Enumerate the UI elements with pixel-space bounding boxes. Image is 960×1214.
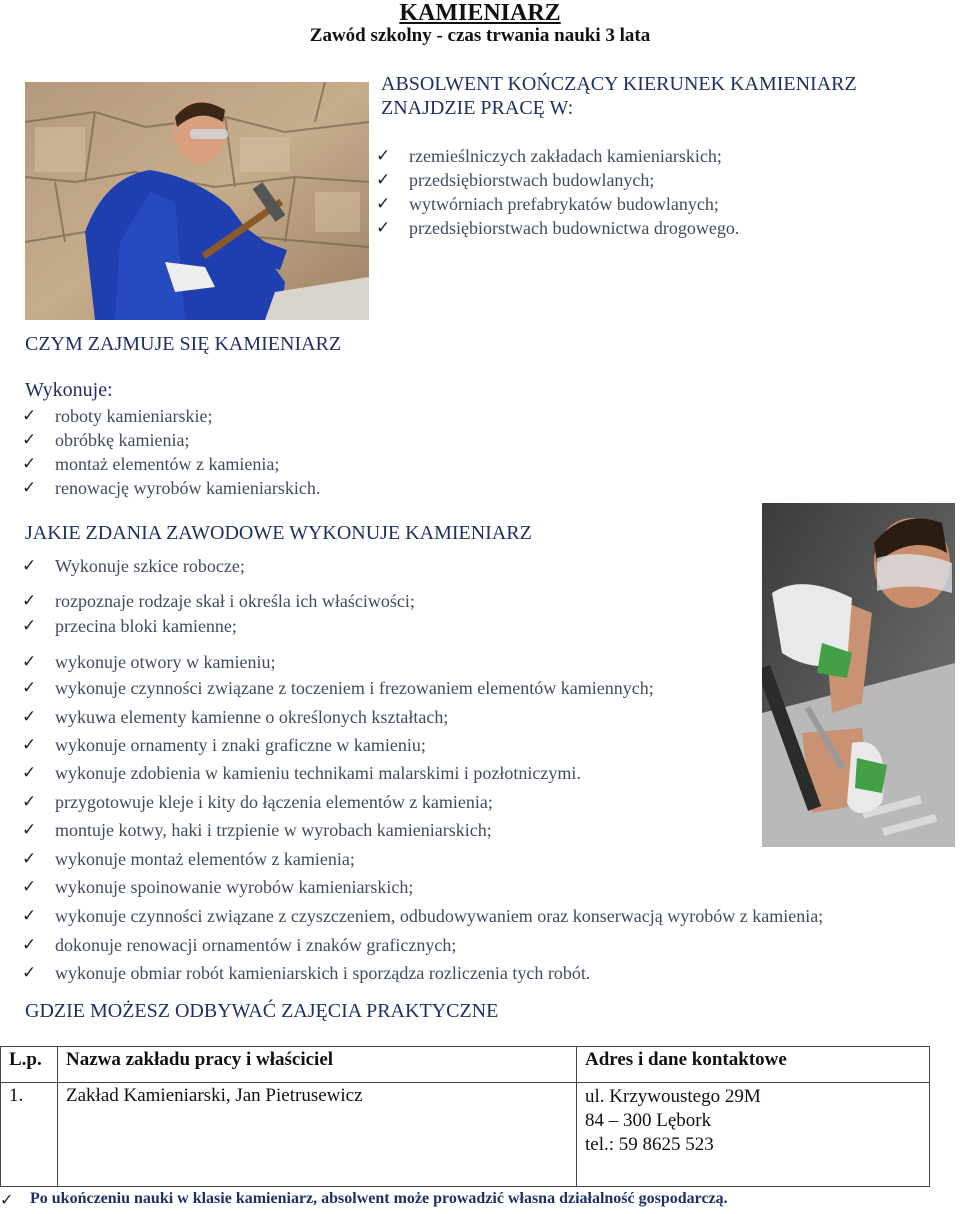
- list-item: [22, 877, 823, 906]
- list-item-text: wykonuje ornamenty i znaki graficzne w kamieniu;: [55, 735, 426, 755]
- list-item: [376, 144, 739, 168]
- list-item-text: wykonuje montaż elementów z kamienia;: [55, 849, 355, 869]
- list-item: [376, 192, 739, 216]
- list-item-text: obróbkę kamienia;: [55, 430, 190, 450]
- cell-address: [577, 1083, 930, 1187]
- list-item-text: wykonuje czynności związane z toczeniem i frezowaniem elementów kamiennych;: [55, 678, 654, 698]
- list-item: [22, 616, 823, 652]
- list-item: [22, 556, 823, 591]
- address-phone: tel.: 59 8625 523: [585, 1134, 714, 1155]
- checkmark-icon: ✓: [22, 406, 37, 426]
- list-item-text: przecina bloki kamienne;: [55, 616, 237, 636]
- list-item: [22, 707, 823, 735]
- checkmark-icon: ✓: [22, 849, 37, 869]
- page-subtitle: Zawód szkolny - czas trwania nauki 3 lata: [309, 25, 651, 46]
- list-item-text: Wykonuje szkice robocze;: [55, 556, 245, 576]
- checkmark-icon: ✓: [22, 935, 37, 955]
- list-item: [22, 963, 823, 991]
- cell-name: Zakład Kamieniarski, Jan Pietrusewicz: [58, 1083, 577, 1187]
- list-item: [22, 735, 823, 763]
- list-item-text: wykuwa elementy kamienne o określonych kształtach;: [55, 707, 449, 727]
- list-item-text: wykonuje spoinowanie wyrobów kamieniarskich;: [55, 877, 414, 897]
- checkmark-icon: ✓: [22, 963, 37, 983]
- list-item: [22, 652, 823, 678]
- table-row: [1, 1083, 930, 1187]
- practice-table: [0, 1046, 930, 1187]
- checkmark-icon: ✓: [22, 792, 37, 812]
- page-title: KAMIENIARZ: [399, 0, 561, 26]
- graduate-heading-line2: ZNAJDZIE PRACĘ W:: [381, 97, 574, 119]
- list-item-text: przygotowuje kleje i kity do łączenia elementów z kamienia;: [55, 792, 493, 812]
- list-item: [22, 763, 823, 792]
- checkmark-icon: ✓: [376, 146, 391, 166]
- list-item-text: wykonuje czynności związane z czyszczeniem, odbudowywaniem oraz konserwacją wyrobów z kamienia;: [55, 906, 824, 926]
- list-item-text: wytwórniach prefabrykatów budowlanych;: [409, 194, 719, 214]
- list-item-text: rozpoznaje rodzaje skał i określa ich właściwości;: [55, 591, 415, 611]
- list-item: [22, 678, 823, 707]
- checkmark-icon: ✓: [22, 556, 37, 576]
- list-item: [376, 216, 739, 240]
- stonemason-illustration: [25, 82, 369, 320]
- checkmark-icon: ✓: [22, 652, 37, 672]
- graduate-heading-line1: ABSOLWENT KOŃCZĄCY KIERUNEK KAMIENIARZ: [381, 73, 857, 95]
- list-item-text: wykonuje otwory w kamieniu;: [55, 652, 276, 672]
- checkmark-icon: ✓: [22, 430, 37, 450]
- checkmark-icon: ✓: [22, 735, 37, 755]
- list-item: [22, 935, 823, 963]
- graduate-heading: [381, 72, 857, 120]
- list-item-text: montaż elementów z kamienia;: [55, 454, 280, 474]
- list-item: [22, 906, 823, 935]
- address-city: 84 – 300 Lębork: [585, 1110, 712, 1131]
- list-item: [22, 476, 320, 500]
- what-list: [22, 404, 320, 500]
- what-label: Wykonuje:: [25, 379, 113, 401]
- checkmark-icon: ✓: [22, 616, 37, 636]
- list-item: [376, 168, 739, 192]
- checkmark-icon: ✓: [22, 763, 37, 783]
- list-item: [22, 428, 320, 452]
- checkmark-icon: ✓: [22, 707, 37, 727]
- checkmark-icon: ✓: [22, 678, 37, 698]
- list-item-text: wykonuje obmiar robót kamieniarskich i sporządza rozliczenia tych robót.: [55, 963, 591, 983]
- list-item: [22, 591, 823, 616]
- practice-heading: GDZIE MOŻESZ ODBYWAĆ ZAJĘCIA PRAKTYCZNE: [25, 1000, 499, 1022]
- checkmark-icon: ✓: [22, 591, 37, 611]
- list-item-text: roboty kamieniarskie;: [55, 406, 213, 426]
- checkmark-icon: ✓: [22, 877, 37, 897]
- list-item: [22, 792, 823, 820]
- list-item: [22, 404, 320, 428]
- address-street: ul. Krzywoustego 29M: [585, 1086, 761, 1107]
- checkmark-icon: ✓: [22, 478, 37, 498]
- checkmark-icon: ✓: [22, 454, 37, 474]
- list-item: [22, 849, 823, 877]
- checkmark-icon: ✓: [376, 170, 391, 190]
- tasks-heading: JAKIE ZDANIA ZAWODOWE WYKONUJE KAMIENIARZ: [25, 522, 532, 544]
- checkmark-icon: ✓: [376, 218, 391, 238]
- list-item-text: renowację wyrobów kamieniarskich.: [55, 478, 321, 498]
- list-item: [22, 452, 320, 476]
- tasks-list: [22, 556, 823, 991]
- column-header-name: Nazwa zakładu pracy i właściciel: [58, 1047, 577, 1083]
- checkmark-icon: ✓: [22, 820, 37, 840]
- cell-lp: 1.: [1, 1083, 58, 1187]
- table-header-row: [1, 1047, 930, 1083]
- list-item-text: dokonuje renowacji ornamentów i znaków graficznych;: [55, 935, 457, 955]
- what-heading: CZYM ZAJMUJE SIĘ KAMIENIARZ: [25, 333, 342, 355]
- checkmark-icon: ✓: [376, 194, 391, 214]
- stonemason-photo: [25, 82, 369, 320]
- list-item: [22, 820, 823, 849]
- footer-note-text: Po ukończeniu nauki w klasie kamieniarz, absolwent może prowadzić własna działalność gospodarczą.: [30, 1190, 728, 1207]
- list-item-text: montuje kotwy, haki i trzpienie w wyrobach kamieniarskich;: [55, 820, 492, 840]
- list-item-text: przedsiębiorstwach budowlanych;: [409, 170, 655, 190]
- column-header-lp: L.p.: [1, 1047, 58, 1083]
- graduate-workplaces-list: [376, 144, 739, 240]
- footer-note: [0, 1190, 728, 1208]
- list-item-text: rzemieślniczych zakładach kamieniarskich;: [409, 146, 722, 166]
- column-header-address: Adres i dane kontaktowe: [577, 1047, 930, 1083]
- checkmark-icon: ✓: [0, 1190, 14, 1209]
- list-item-text: wykonuje zdobienia w kamieniu technikami malarskimi i pozłotniczymi.: [55, 763, 581, 783]
- checkmark-icon: ✓: [22, 906, 37, 926]
- list-item-text: przedsiębiorstwach budownictwa drogowego.: [409, 218, 740, 238]
